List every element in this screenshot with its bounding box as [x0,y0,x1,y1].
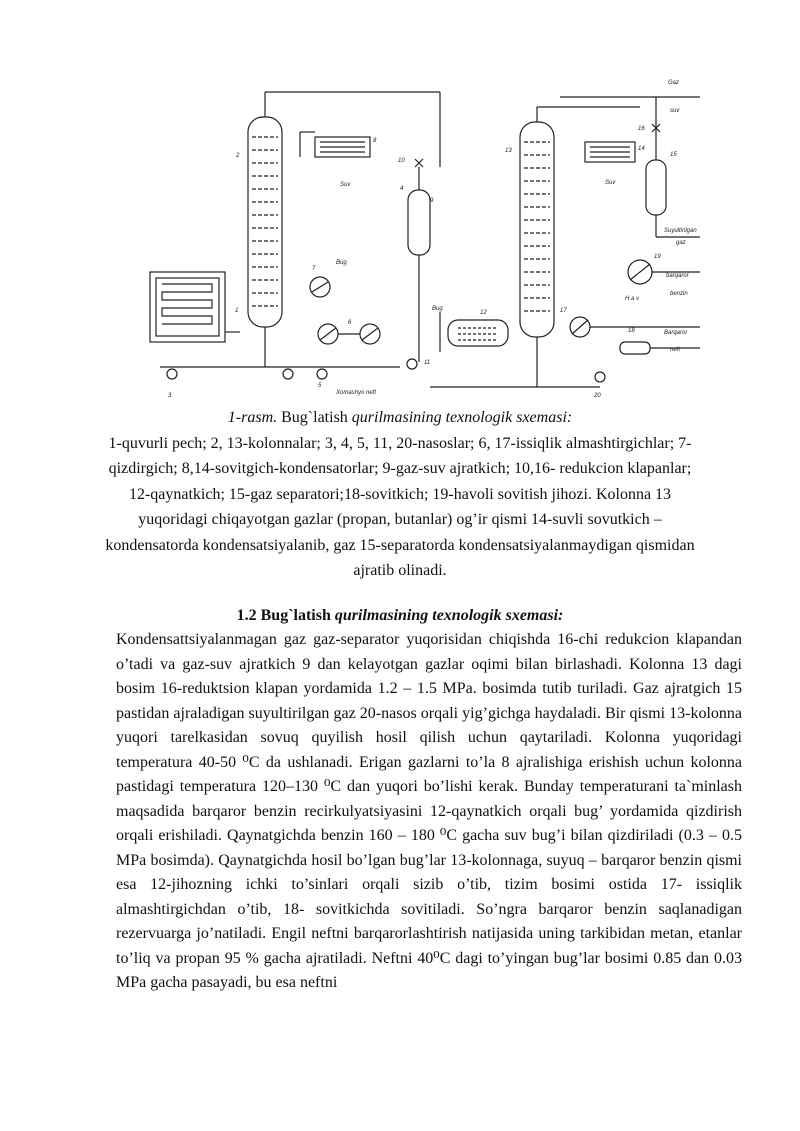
gas-separator-15 [646,97,666,237]
process-flow-diagram [140,72,700,402]
label-18: 18 [628,328,635,334]
condenser-8 [300,132,370,157]
figure-caption [100,405,700,584]
label-suyultirilgan-gaz: gaz [676,240,686,246]
label-8: 8 [373,138,377,144]
caption-text: 1-quvurli pech; 2, 13-kolonnalar; 3, 4, 5, 11, 20-nasoslar; 6, 17-issiqlik almashtirgichlar; 7-qizdirgich; 8,14-sovitgich-kondensatorlar; 9-gaz-suv ajratkich; 10,16- redukcion klapanlar; 12-qaynatkich; 15-gaz separatori;18-sovitkich; 19-havoli sovitish jihozi. Kolonna 13 yuqoridagi chiqayotgan gazlar (propan, butanlar) og’ir qismi 14-suvli sovutkich – kondensatorda kondensatsiyalanib, gaz 15-separatorda kondensatsiyalanmaydigan qismidan ajratib olinadi. [105,434,695,579]
cooler-18 [620,342,650,354]
pump-5 [317,369,327,379]
label-havo: H a v [625,296,640,302]
label-10: 10 [398,158,405,164]
heat-exchangers-6 [318,324,380,344]
label-13: 13 [505,148,512,154]
label-20: 20 [594,393,601,399]
label-7: 7 [312,266,316,272]
pump-20 [595,372,605,382]
gas-water-separator [408,159,430,362]
heading-plain: 1.2 Bug`latish [236,607,335,624]
label-14: 14 [638,146,645,152]
caption-title-plain: Bug`latish [277,409,352,426]
label-xomashyo-neft: Xomashyo neft [336,390,377,396]
label-2: 2 [236,153,240,159]
label-gaz: Gaz [668,80,680,86]
label-suv-2: Suv [605,180,616,186]
label-barqaror-neft-2: neft [670,347,681,353]
caption-title-italic: qurilmasining texnologik sxemasi: [351,409,573,426]
label-barqaror-benzin-1: barqaror [666,273,689,279]
pump-4 [283,369,293,379]
label-11: 11 [424,360,431,366]
label-suv-1: Suv [340,182,351,188]
condenser-14 [585,142,635,162]
label-15: 15 [670,152,677,158]
label-barqaror-neft-1: Barqaror [664,330,688,336]
label-suyultirilgan: Suyultirilgan [664,228,697,234]
caption-title [228,409,572,426]
label-19: 19 [654,254,661,260]
label-bug-2: Bug [432,306,443,312]
label-suv-top: suv [670,108,680,114]
label-17: 17 [560,308,567,314]
pump-3 [167,369,177,379]
tube-furnace [150,272,225,342]
column-2 [248,92,440,327]
reboiler-12 [440,312,508,352]
label-5: 5 [318,383,322,389]
caption-figure-number: 1-rasm. [227,409,278,426]
label-9: 9 [430,198,434,204]
label-4: 4 [400,186,404,192]
body-text [116,628,742,996]
label-16: 16 [638,126,645,132]
section-heading [100,604,700,628]
label-1: 1 [235,308,239,314]
pump-11 [407,359,417,369]
label-12: 12 [480,310,487,316]
heading-italic: qurilmasining texnologik sxemasi: [334,607,564,624]
label-barqaror-benzin-2: benzin [670,291,688,297]
label-6: 6 [348,320,352,326]
label-3: 3 [168,393,172,399]
label-bug-1: Bug [336,260,347,266]
body-paragraph: Kondensattsiyalanmagan gaz gaz-separator yuqorisidan chiqishda 16-chi redukcion klapandan o’tadi va gaz-suv ajratkich 9 dan kelayotgan gazlar oqimi bilan birlashadi. Kolonna 13 dagi bosim 16-reduktsion klapan yordamida 1.2 – 1.5 MPa. bosimda tutib turiladi. Gaz ajratgich 15 pastidan ajraladigan suyultirilgan gaz 20-nasos orqali yig’gichga haydaladi. Bir qismi 13-kolonna yuqori tarelkasidan sovuq quyilish hosil qilish uchun qaytariladi. Kolonna yuqoridagi temperatura 40-50 ⁰C da ushlanadi. Erigan gazlarni to’la 8 ajralishiga erishish uchun kolonna pastidagi temperatura 120–130 ⁰C dan yuqori bo’lishi kerak. Bunday temperaturani ta`minlash maqsadida barqaror benzin recirkulyatsiyasini 12-qaynatkich orqali bug’ yordamida qizdirish orqali erishiladi. Qaynatgichda benzin 160 – 180 ⁰C gacha suv bug’i bilan qizdiriladi (0.3 – 0.5 MPa bosimda). Qaynatgichda hosil bo’lgan bug’lar 13-kolonnaga, suyuq – barqaror benzin qismi esa 12-jihozning ichki to’sinlari orqali sizib o’tib, tizim bosimi ostida 17- issiqlik almashtirgichdan o’tib, 18- sovitkichda sovitiladi. So’ngra barqaror benzin saqlanadigan rezervuarga jo’natiladi. Engil neftni barqarorlashtirish natijasida uning tarkibidan metan, etanlar to’liq va propan 95 % gacha ajratiladi. Neftni 40⁰C dagi to’yingan bug’lar bosimi 0.85 dan 0.03 MPa gacha pasayadi, bu esa neftni [116,631,742,991]
